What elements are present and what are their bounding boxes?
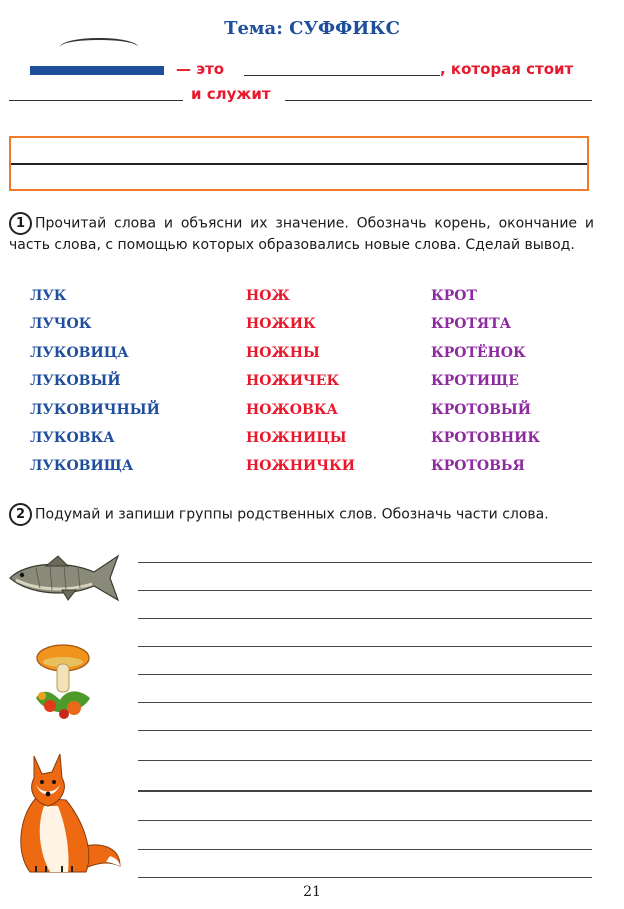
writing-line[interactable]	[138, 590, 592, 591]
fill-line-1[interactable]	[244, 75, 440, 76]
suffix-arc-symbol	[60, 38, 138, 56]
word: ЛУЧОК	[30, 316, 92, 333]
word: КРОТОВНИК	[431, 429, 541, 446]
fill-line-2[interactable]	[9, 100, 183, 101]
task-1-text: Прочитай слова и объясни их значение. Обозначь корень, окончание и часть слова, с помощью которых образовались новые слова. Сделай вывод.	[9, 215, 594, 253]
word-column-nozh	[246, 286, 355, 485]
word: КРОТОВЬЯ	[431, 458, 525, 475]
word-column-krot	[431, 286, 540, 485]
blank-bar	[30, 66, 164, 75]
answer-box-divider	[11, 163, 587, 165]
task-2-number: 2	[9, 503, 32, 526]
page-number: 21	[303, 884, 321, 900]
writing-line[interactable]	[138, 562, 592, 563]
word: НОЖИК	[246, 316, 316, 333]
writing-line[interactable]	[138, 702, 592, 703]
word: КРОТОВЫЙ	[431, 401, 531, 418]
page-title: Тема: СУФФИКС	[224, 18, 400, 39]
writing-line[interactable]	[138, 820, 592, 821]
word: ЛУКОВКА	[30, 429, 115, 446]
word: НОЖНИЧКИ	[246, 458, 355, 475]
word: ЛУКОВИЩА	[30, 458, 134, 475]
fox-picture	[6, 748, 124, 876]
answer-box[interactable]	[9, 136, 589, 191]
fish-picture	[6, 548, 122, 608]
definition-text-2: , которая стоит	[440, 60, 574, 78]
writing-line[interactable]	[138, 760, 592, 761]
word: ЛУК	[30, 288, 67, 304]
task-2	[9, 503, 594, 526]
word: КРОТЯТА	[431, 316, 512, 333]
word: ЛУКОВЫЙ	[30, 373, 121, 390]
writing-line[interactable]	[138, 646, 592, 647]
word-column-luk	[30, 286, 160, 485]
fill-line-3[interactable]	[285, 100, 592, 101]
word: ЛУКОВИЦА	[30, 344, 129, 361]
task-1-number: 1	[9, 212, 32, 235]
word: КРОТИЩЕ	[431, 373, 519, 390]
word: ЛУКОВИЧНЫЙ	[30, 401, 160, 418]
writing-line[interactable]	[138, 730, 592, 731]
word: НОЖНИЦЫ	[246, 429, 347, 446]
mushroom-picture	[30, 638, 96, 724]
task-2-text: Подумай и запиши группы родственных слов. Обозначь части слова.	[35, 506, 549, 523]
word: КРОТ	[431, 288, 477, 304]
writing-line[interactable]	[138, 849, 592, 850]
word: НОЖНЫ	[246, 344, 320, 361]
definition-text-1: — это	[176, 60, 225, 78]
definition-text-3: и служит	[191, 85, 271, 103]
writing-line[interactable]	[138, 618, 592, 619]
writing-line[interactable]	[138, 790, 592, 792]
word: НОЖ	[246, 288, 290, 304]
task-1	[9, 212, 594, 255]
word: НОЖОВКА	[246, 401, 338, 418]
writing-line[interactable]	[138, 674, 592, 675]
word: НОЖИЧЕК	[246, 373, 340, 390]
word: КРОТЁНОК	[431, 344, 526, 361]
writing-line[interactable]	[138, 877, 592, 878]
